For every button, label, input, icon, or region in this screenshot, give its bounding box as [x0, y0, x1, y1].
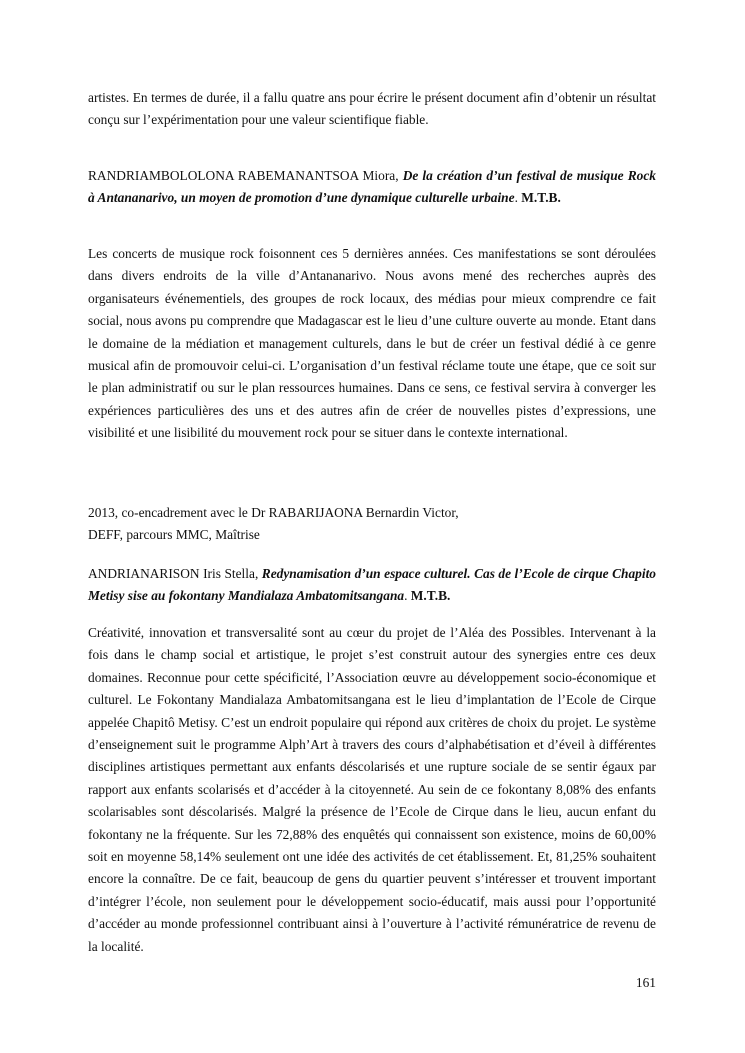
entry-1-title: De la création d’un festival de musique Rock à Antananarivo, un moyen de promotion d’une dynamique culturelle urbaine	[88, 168, 656, 206]
entry-2-title: Redynamisation d’un espace culturel. Cas de l’Ecole de cirque Chapito Metisy sise au fokontany Mandialaza Ambatomitsangana	[88, 566, 656, 604]
entry-1-degree: M.T.B.	[521, 190, 561, 206]
entry-1-abstract: Les concerts de musique rock foisonnent ces 5 dernières années. Ces manifestations se sont déroulées dans divers endroits de la ville d’Antananarivo. Nous avons mené des recherches auprès des organisateurs événementiels, des groupes de rock locaux, des médias pour mieux comprendre ce fait social, nous avons pu comprendre que Madagascar est le lieu d’une culture ouverte au monde. Etant dans le domaine de la médiation et management culturels, dans le but de créer un festival dédié à ce genre musical afin de promouvoir celui-ci. L’organisation d’un festival réclame toute une étape, que ce soit sur le plan administratif ou sur le plan ressources humaines. Dans ce sens, ce festival servira à converger les expériences particulières des uns et des autres afin de créer de nouvelles pistes d’expressions, une visibilité et une lisibilité du mouvement rock pour se situer dans le contexte international.	[88, 246, 656, 441]
entry-2-heading	[88, 563, 656, 608]
entry-1-separator: .	[514, 190, 522, 206]
entry-1-heading	[88, 165, 656, 210]
continuation-paragraph: artistes. En termes de durée, il a fallu quatre ans pour écrire le présent document afin d’obtenir un résultat conçu sur l’expérimentation pour une valeur scientifique fiable.	[88, 90, 656, 128]
page-number: 161	[635, 975, 656, 990]
entry-2-abstract: Créativité, innovation et transversalité sont au cœur du projet de l’Aléa des Possibles. Intervenant à la fois dans le champ social et artistique, le projet s’est construit autour des synergies entre ces deux domaines. Reconnue pour cette spécificité, l’Association œuvre au développement socio-économique et culturel. Le Fokontany Mandialaza Ambatomitsangana est le lieu d’implantation de l’Ecole de Cirque appelée Chapitô Metisy. C’est un endroit populaire qui répond aux critères de choix du projet. Le système d’enseignement suit le programme Alph’Art à travers des cours d’alphabétisation et d’éveil à différentes disciplines artistiques permettant aux enfants déscolarisés et une rupture sociale de se sentir égaux par rapport aux enfants scolarisés et d’accéder à la citoyenneté. Au sein de ce fokontany 8,08% des enfants scolarisables sont déscolarisés. Malgré la présence de l’Ecole de Cirque dans le lieu, aucun enfant du fokontany ne la fréquente. Sur les 72,88% des enquêtés qui connaissent son existence, moins de 60,00% soit en moyenne 58,14% seulement ont une idée des activités de cet établissement. Et, 81,25% souhaitent encore la connaître. De ce fait, beaucoup de gens du quartier peuvent s’intéresser et trouvent important d’intégrer l’école, non seulement pour le développement socio-éducatif, mais aussi pour l’opportunité d’accéder au monde professionnel contribuant ainsi à l’ouverture à l’activité rémunératrice de revenu de la localité.	[88, 625, 656, 954]
supervision-line-2: DEFF, parcours MMC, Maîtrise	[88, 527, 260, 542]
entry-2-separator: .	[404, 588, 411, 604]
entry-2-author: ANDRIANARISON Iris Stella,	[88, 566, 262, 581]
entry-1-author: RANDRIAMBOLOLONA RABEMANANTSOA Miora,	[88, 168, 403, 183]
entry-2-degree: M.T.B.	[410, 588, 451, 604]
supervision-line-1: 2013, co-encadrement avec le Dr RABARIJAONA Bernardin Victor,	[88, 505, 459, 520]
